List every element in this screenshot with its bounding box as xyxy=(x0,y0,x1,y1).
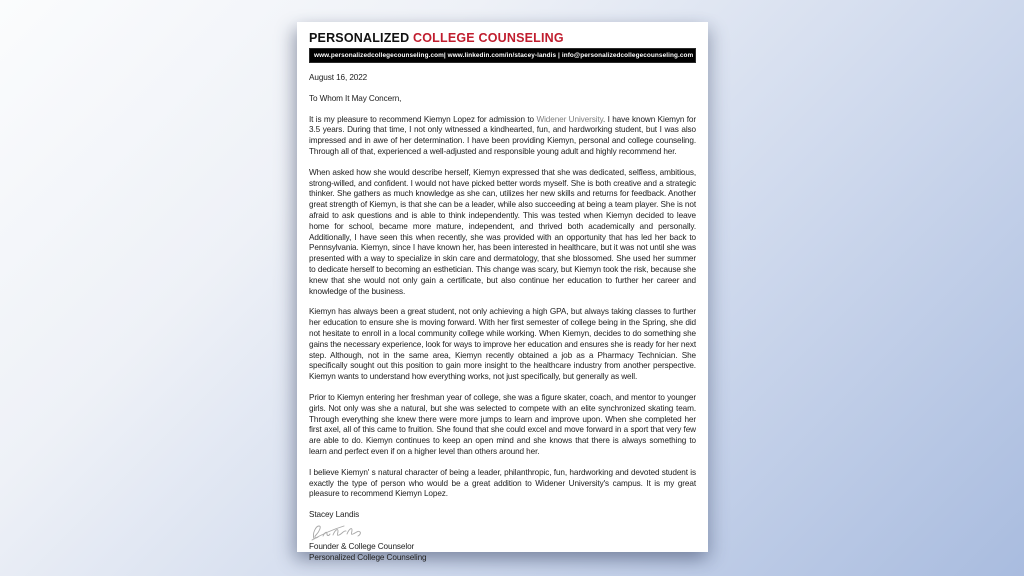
letter-paragraph-1 xyxy=(309,115,696,158)
signer-name: Stacey Landis xyxy=(309,510,360,520)
paragraph-1-text-after: . I have known Kiemyn for 3.5 years. During that time, I not only witnessed a kindhearted, fun, and hardworking student, but I was also impressed and in awe of her determination. I have been providing Kiemyn, personal and college counseling. Through all of that, experienced a well-adjusted and responsible young adult and highly recommend her. xyxy=(309,114,697,156)
brand-name-red: COLLEGE COUNSELING xyxy=(413,31,564,45)
brand-name-black: PERSONALIZED xyxy=(309,31,413,45)
letter-paragraph-5: I believe Kiemyn' s natural character of being a leader, philanthropic, fun, hardworking and devoted student is exactly the type of person who would be a great addition to Widener University's campus. It is my great pleasure to recommend Kiemyn Lopez. xyxy=(309,467,696,499)
letter-paragraph-3: Kiemyn has always been a great student, not only achieving a high GPA, but always taking classes to further her education to ensure she is moving forward. With her first semester of college being in the Spring, she did not hesitate to enroll in a local community college while working. When Kiemyn, decides to do something she gains the necessary experience, look for ways to improve her education and ensures she is ready for her next step. Although, not in the same area, Kiemyn recently obtained a job as a Pharmacy Technician. She specifically sought out this position to gain more insight to the healthcare industry from another perspective. Kiemyn wants to understand how everything works, not just specifically, but generally as well. xyxy=(309,307,696,382)
handwritten-signature-image xyxy=(311,522,363,542)
letter-paragraph-2: When asked how she would describe herself, Kiemyn expressed that she was dedicated, selfless, ambitious, strong-willed, and confident. I would not have picked better words myself. She is both creative and a strategic thinker. She gathers as much knowledge as she can, utilizes her new skills and returns for feedback. Another great strength of Kiemyn, is that she can be a leader, while also succeeding at being a team player. She is not afraid to ask questions and is able to think independently. This was tested when Kiemyn decided to leave home for school, became more mature, independent, and thrived both academically and personally. Additionally, I have seen this when recently, she was provided with an opportunity that has led her back to Pennsylvania. Kiemyn, since I have known her, has been interested in healthcare, but it was not until she was presented with a way to specialize in skin care and dermatology, that she blossomed. She used her summer to dedicate herself to becoming an esthetician. This change was scary, but Kiemyn took the risk, because she knew that she would not only gain a certificate, but also continue her education to further her career and knowledge of the business. xyxy=(309,167,696,296)
school-name-highlight: Widener University xyxy=(536,114,604,124)
letter-page xyxy=(297,22,708,562)
letterhead-title xyxy=(309,31,696,45)
letter-date: August 16, 2022 xyxy=(309,73,368,82)
signer-role: Founder & College Counselor xyxy=(309,541,415,551)
letter-salutation: To Whom It May Concern, xyxy=(309,93,402,103)
signer-organization: Personalized College Counseling xyxy=(309,552,427,562)
letter-paragraph-4: Prior to Kiemyn entering her freshman year of college, she was a figure skater, coach, and mentor to younger girls. Not only was she a natural, but she was selected to compete with an elite synchronized skating team. Through everything she knew there were more jumps to learn and improve upon. When she completed her first axel, all of this came to fruition. She found that she could excel and move forward in a sport that very few are able to do. Kiemyn continues to keep an open mind and she knows that there is always something to learn and perfect even if on a higher level than others around her. xyxy=(309,392,696,456)
contact-info-bar: www.personalizedcollegecounseling.com| www.linkedin.com/in/stacey-landis | info@personalizedcollegecounseling.com xyxy=(309,48,696,63)
paragraph-1-text-before: It is my pleasure to recommend Kiemyn Lopez for admission to xyxy=(309,114,537,124)
